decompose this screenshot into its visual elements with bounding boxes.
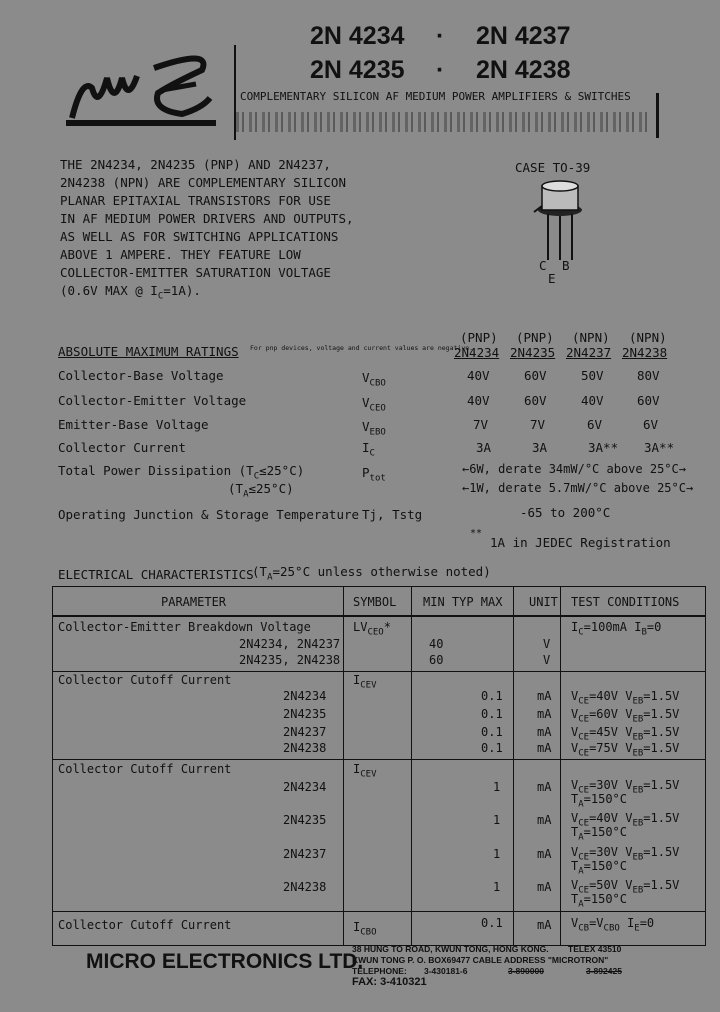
part-row: 2N4234, 2N4237 [239,637,341,651]
param-symbol: $I_{CEV}$ [353,762,377,780]
header-divider-right [656,93,659,138]
test-condition-ta: $T_A=150^\circ C$ [571,792,628,810]
unit: mA [537,918,552,932]
header-min-typ-max: MIN TYP MAX [423,595,503,609]
rating-symbol: $I_C$ [362,440,375,459]
ratings-note: For pnp devices, voltage and current values are negative. [250,344,474,352]
header-parameter: PARAMETER [161,595,227,609]
pin-e-label: E [548,271,556,286]
description-line: IN AF MEDIUM POWER DRIVERS AND OUTPUTS, [60,211,354,226]
max-value: 1 [493,847,501,861]
rating-value: 40V [467,393,490,408]
rating-value: 60V [637,393,660,408]
rating-param: Collector Current [58,440,186,455]
rating-value: 3A [532,440,548,455]
param-name: Collector Cutoff Current [58,918,232,932]
max-value: 0.1 [481,916,503,930]
telephone-old: 3-890000 [508,966,544,976]
test-condition: $I_C=100mA$ $I_B=0$ [571,620,662,638]
pin-c-label: C [539,258,547,273]
param-name: Collector Cutoff Current [58,762,232,776]
description-line: 2N4238 (NPN) ARE COMPLEMENTARY SILICON [60,175,346,190]
part-row: 2N4235 [283,707,327,721]
test-condition: $V_{CB}=V_{CBO}$ $I_E=0$ [571,916,655,934]
case-label: CASE TO-39 [515,160,591,175]
rating-symbol: $V_{CEO}$ [362,395,386,414]
description-line: PLANAR EPITAXIAL TRANSISTORS FOR USE [60,193,331,208]
max-value: 1 [493,880,501,894]
type-npn: (NPN) [629,330,667,345]
param-name: Collector Cutoff Current [58,673,232,687]
part-row: 2N4237 [283,725,327,739]
rating-param-power: Total Power Dissipation $(T_C\le 25^\circ C)$ [58,463,305,482]
rating-value: 7V [530,417,546,432]
rating-value: 6V [643,417,659,432]
part-row: 2N4234 [283,780,327,794]
part-number-2n4237: 2N 4237 [476,22,571,50]
electrical-conditions: ($T_A=25^\circ C$ unless otherwise noted) [252,564,491,583]
description-line: (0.6V MAX @ $I_C=1A$). [60,283,201,302]
type-pnp: (PNP) [516,330,554,345]
param-name: Collector-Emitter Breakdown Voltage [58,620,311,634]
test-condition: $V_{CE}=45V$ $V_{EB}=1.5V$ [571,725,680,743]
part-row: 2N4238 [283,880,327,894]
unit: mA [537,741,552,755]
company-logo [62,48,222,140]
pin-b-label: B [562,258,570,273]
separator-dot: · [436,22,445,50]
unit: mA [537,813,552,827]
rating-value: 7V [473,417,489,432]
max-value: 0.1 [481,741,503,755]
rating-symbol: $V_{EBO}$ [362,419,386,438]
unit: V [543,637,551,651]
rating-value: 3A [476,440,492,455]
rating-value: 3A** [588,440,619,455]
max-value: 0.1 [481,689,503,703]
header-unit: UNIT [529,595,558,609]
max-value: 1 [493,780,501,794]
description-line: COLLECTOR-EMITTER SATURATION VOLTAGE [60,265,331,280]
header-test-conditions: TEST CONDITIONS [571,595,680,609]
part-row: 2N4234 [283,689,327,703]
rating-value: 40V [581,393,604,408]
col-2n4234: 2N4234 [454,345,500,360]
fax: FAX: 3-410321 [352,976,427,988]
telex: TELEX 43510 [568,944,622,954]
separator-dot: · [436,56,445,84]
test-condition: $V_{CE}=40V$ $V_{EB}=1.5V$ [571,689,680,707]
part-row: 2N4235, 2N4238 [239,653,341,667]
type-npn: (NPN) [572,330,610,345]
min-value: 60 [429,653,444,667]
part-row: 2N4238 [283,741,327,755]
rating-power-value: ←1W, derate 5.7mW/°C above 25°C→ [462,481,694,495]
test-condition-ta: $T_A=150^\circ C$ [571,825,628,843]
rating-value: 50V [581,368,604,383]
part-number-2n4234: 2N 4234 [310,22,405,50]
subtitle: COMPLEMENTARY SILICON AF MEDIUM POWER AMPLIFIERS & SWITCHES [240,90,631,103]
test-condition: $V_{CE}=30V$ $V_{EB}=1.5V$ [571,845,680,863]
test-condition-ta: $T_A=150^\circ C$ [571,892,628,910]
param-symbol: $LV_{CEO}*$ [353,620,391,638]
telephone: 3-430181-6 [424,966,468,976]
rating-param: Emitter-Base Voltage [58,417,209,432]
type-pnp: (PNP) [460,330,498,345]
rating-value: 60V [524,368,547,383]
rating-value: 40V [467,368,490,383]
address-line-2: KWUN TONG P. O. BOX69477 CABLE ADDRESS "MICROTRON" [352,955,609,965]
part-number-2n4238: 2N 4238 [476,56,571,84]
rating-symbol: $V_{CBO}$ [362,370,386,389]
rating-power-cond2: $(T_A\le 25^\circ C)$ [228,481,294,500]
part-number-2n4235: 2N 4235 [310,56,405,84]
description-line: ABOVE 1 AMPERE. THEY FEATURE LOW [60,247,301,262]
rating-power-value: ←6W, derate 34mW/°C above 25°C→ [462,462,686,476]
test-condition-ta: $T_A=150^\circ C$ [571,859,628,877]
part-row: 2N4235 [283,813,327,827]
description-line: THE 2N4234, 2N4235 (PNP) AND 2N4237, [60,157,331,172]
scan-noise-band [236,112,652,132]
telephone-label: TELEPHONE: [352,966,407,976]
electrical-title: ELECTRICAL CHARACTERISTICS [58,567,254,582]
col-2n4235: 2N4235 [510,345,556,360]
test-condition: $V_{CE}=30V$ $V_{EB}=1.5V$ [571,778,680,796]
description [60,156,354,306]
rating-value: 60V [524,393,547,408]
rating-value: 3A** [644,440,675,455]
test-condition: $V_{CE}=75V$ $V_{EB}=1.5V$ [571,741,680,759]
max-value: 0.1 [481,707,503,721]
unit: V [543,653,551,667]
unit: mA [537,780,552,794]
test-condition: $V_{CE}=40V$ $V_{EB}=1.5V$ [571,811,680,829]
col-2n4238: 2N4238 [622,345,668,360]
unit: mA [537,725,552,739]
rating-value: 80V [637,368,660,383]
unit: mA [537,689,552,703]
min-value: 40 [429,637,444,651]
header-symbol: SYMBOL [353,595,397,609]
rating-symbol: Tj, Tstg [362,507,423,522]
address-line-1: 38 HUNG TO ROAD, KWUN TONG, HONG KONG. [352,944,549,954]
param-symbol: $I_{CBO}$ [353,920,377,938]
rating-value: -65 to 200°C [520,505,611,520]
unit: mA [537,707,552,721]
part-row: 2N4237 [283,847,327,861]
param-symbol: $I_{CEV}$ [353,673,377,691]
company-name: MICRO ELECTRONICS LTD. [86,950,364,973]
description-line: AS WELL AS FOR SWITCHING APPLICATIONS [60,229,339,244]
test-condition: $V_{CE}=60V$ $V_{EB}=1.5V$ [571,707,680,725]
footnote-mark: ** [470,528,483,539]
rating-param: Collector-Emitter Voltage [58,393,247,408]
unit: mA [537,847,552,861]
telephone-old: 3-892425 [586,966,622,976]
electrical-table [52,586,706,946]
rating-param: Operating Junction & Storage Temperature [58,507,360,522]
unit: mA [537,880,552,894]
max-value: 0.1 [481,725,503,739]
rating-value: 6V [587,417,603,432]
test-condition: $V_{CE}=50V$ $V_{EB}=1.5V$ [571,878,680,896]
col-2n4237: 2N4237 [566,345,612,360]
ratings-title: ABSOLUTE MAXIMUM RATINGS [58,344,239,359]
max-value: 1 [493,813,501,827]
footnote: 1A in JEDEC Registration [490,535,671,550]
rating-symbol: $P_{tot}$ [362,465,386,484]
rating-param: Collector-Base Voltage [58,368,224,383]
